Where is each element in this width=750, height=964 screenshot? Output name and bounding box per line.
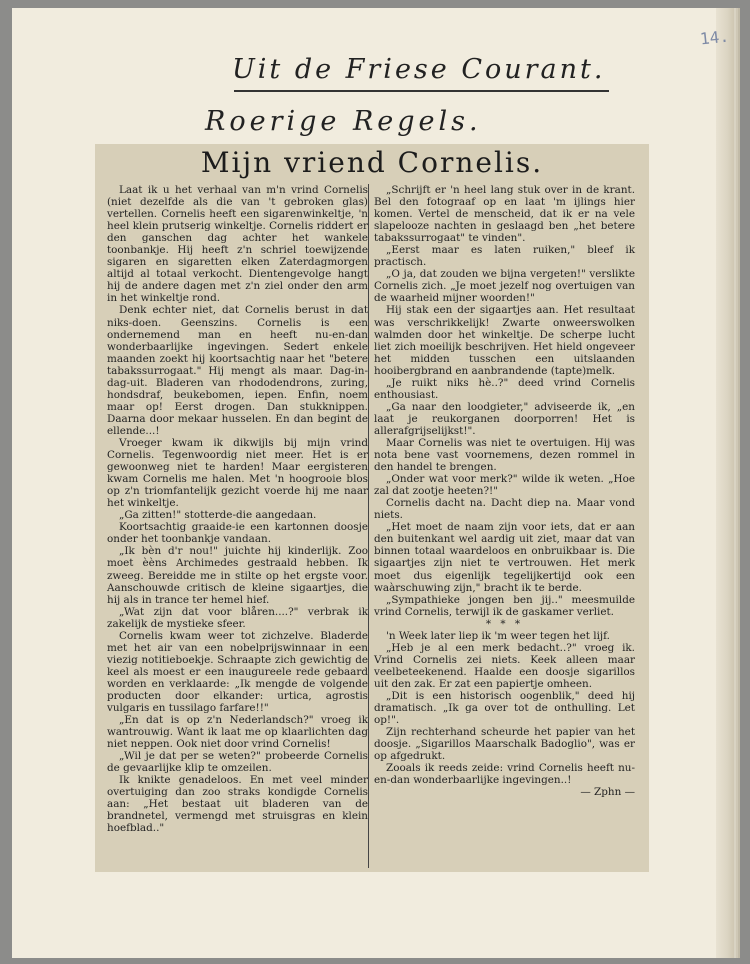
paragraph: Denk echter niet, dat Cornelis berust in dat niks-doen. Geenszins. Cornelis is een ondernemend man en heeft nu-en-dan wonderbaarlijke ingevingen. Sedert enkele maanden zoekt hij koortsachtig naar het "betere tabakssurrogaat." Hij mengt als maar. Dag-in-dag-uit. Bladeren van rhododendrons, zuring, hondsdraf, beukebomen, iepen. Enfin, noem maar op! Eerst drogen. Dan stukknippen. Daarna door mekaar husselen. En dan begint de ellende...! bbox=[107, 304, 368, 437]
paragraph: Ik knikte genadeloos. En met veel minder overtuiging dan zoo straks kondigde Cornelis aan: „Het bestaat uit bladeren van de brandnetel, vermengd met struisgras en klein hoefblad.." bbox=[107, 774, 368, 835]
paragraph: Zijn rechterhand scheurde het papier van het doosje. „Sigarillos Maarschalk Badoglio", was er op afgedrukt. bbox=[374, 726, 635, 763]
paragraph: Zooals ik reeds zeide: vrind Cornelis heeft nu-en-dan wonderbaarlijke ingevingen..! bbox=[374, 762, 635, 787]
paragraph: Laat ik u het verhaal van m'n vrind Cornelis (niet dezelfde als die van 't gebroken glas) vertellen. Cornelis heeft een sigarenwinkeltje, 'n heel klein prutserig winkeltje. Cornelis riddert er den ganschen dag achter het wankele toonbankje. Hij heeft z'n schriel toewijzende sigaren en sigaretten elken Zaterdagmorgen altijd al totaal verkocht. Dientengevolge hangt hij de andere dagen met z'n ziel onder den arm in het winkeltje rond. bbox=[107, 184, 368, 305]
handwritten-underline bbox=[234, 90, 609, 92]
paragraph: „Ga zitten!" stotterde-die aangedaan. bbox=[119, 509, 317, 522]
paragraph: „Ga naar den loodgieter," adviseerde ik, „en laat je reukorganen doorporren! Het is allerafgrijselijkst!". bbox=[374, 400, 635, 437]
paragraph: „Ik bèn d'r nou!" juichte hij kinderlijk. Zoo moet èèns Archimedes gestraald hebben. Ik zweeg. Bereidde me in stilte op het ergste voor. Aanschouwde critisch de kleine sigaartjes, die hij als in trance ter hemel hief. bbox=[107, 545, 368, 606]
paragraph: „Heb je al een merk bedacht..?" vroeg ik. Vrind Cornelis zei niets. Keek alleen maar veelbeteekenend. Haalde een doosje sigarillos uit den zak. Er zat een papiertje omheen. bbox=[374, 641, 635, 690]
paragraph: „Schrijft er 'n heel lang stuk over in de krant. Bel den fotograaf op en laat 'm ijlings hier komen. Vertel de menscheid, dat ik er na vele slapelooze nachten in geslaagd ben „het betere tabakssurrogaat" te vinden". bbox=[374, 184, 635, 245]
paragraph: Hij stak een der sigaartjes aan. Het resultaat was verschrikkelijk! Zwarte onweerswolken walmden door het winkeltje. De scherpe lucht liet zich moeilijk beschrijven. Het hield ongeveer het midden tusschen een uitslaanden hooibergbrand en aanbrandende (tapte)melk. bbox=[374, 304, 635, 377]
article-right-column bbox=[374, 184, 635, 798]
paragraph: „Dit is een historisch oogenblik," deed hij dramatisch. „Ik ga over tot de onthulling. Let op!". bbox=[374, 689, 635, 727]
paragraph: 'n Week later liep ik 'm weer tegen het lijf. bbox=[386, 629, 610, 642]
paragraph: „Eerst maar es laten ruiken," bleef ik practisch. bbox=[374, 244, 635, 269]
paragraph: „Wil je dat per se weten?" probeerde Cornelis de gevaarlijke klip te omzeilen. bbox=[107, 750, 368, 775]
author-signature: — Zphn — bbox=[580, 786, 635, 799]
article-headline: Mijn vriend Cornelis. bbox=[200, 146, 544, 179]
handwritten-source-title: Uit de Friese Courant. bbox=[232, 54, 606, 85]
paragraph: „En dat is op z'n Nederlandsch?" vroeg ik wantrouwig. Want ik laat me op klaarlichten dag niet neppen. Ook niet door vrind Cornelis! bbox=[107, 714, 368, 751]
newspaper-clipping bbox=[95, 144, 649, 872]
paragraph: „Wat zijn dat voor blåren....?" verbrak ik zakelijk de mystieke sfeer. bbox=[107, 605, 368, 630]
section-break: * * * bbox=[485, 617, 524, 630]
paragraph: Cornelis dacht na. Dacht diep na. Maar vond niets. bbox=[374, 497, 635, 522]
paragraph: „Je ruikt niks hè..?" deed vrind Cornelis enthousiast. bbox=[374, 376, 635, 401]
page-number: 14. bbox=[699, 26, 730, 49]
paragraph: Vroeger kwam ik dikwijls bij mijn vrind Cornelis. Tegenwoordig niet meer. Het is er gewoonweg niet te harden! Maar eergisteren kwam Cornelis me halen. Met 'n hoogrooie blos op z'n triomfantelijk gezicht voerde hij me naar het winkeltje. bbox=[107, 436, 368, 510]
paragraph: „Onder wat voor merk?" wilde ik weten. „Hoe zal dat zootje heeten?!" bbox=[374, 473, 635, 498]
paragraph: „Het moet de naam zijn voor iets, dat er aan den buitenkant wel aardig uit ziet, maar dat van binnen totaal waardeloos en onbruikbaar is. Die sigaartjes zijn niet te vertrouwen. Het merk moet dus eigenlijk tegelijkertijd ook een waàrschuwing zijn," bracht ik te berde. bbox=[374, 521, 635, 594]
column-divider bbox=[368, 184, 369, 868]
page-edge bbox=[716, 8, 734, 958]
paragraph: Koortsachtig graaide-ie een kartonnen doosje onder het toonbankje vandaan. bbox=[107, 521, 368, 546]
paragraph: Cornelis kwam weer tot zichzelve. Bladerde met het air van een nobelprijswinnaar in een viezig notitieboekje. Schraapte zich gewichtig de keel als moest er een inaugureele rede gebaard worden en verklaarde: „Ik mengde de volgende producten door elkander: urtica, agrostis vulgaris en tussilago farfare!!" bbox=[107, 629, 368, 715]
paragraph: „Sympathieke jongen ben jij.." meesmuilde vrind Cornelis, terwijl ik de gaskamer verliet. bbox=[374, 593, 635, 618]
paragraph: Maar Cornelis was niet te overtuigen. Hij was nota bene vast voornemens, dezen rommel in den handel te brengen. bbox=[374, 436, 635, 474]
handwritten-series-title: Roerige Regels. bbox=[205, 106, 482, 137]
article-left-column bbox=[107, 184, 368, 835]
paragraph: „O ja, dat zouden we bijna vergeten!" verslikte Cornelis zich. „Je moet jezelf nog overtuigen van de waarheid mijner woorden!" bbox=[374, 268, 635, 305]
